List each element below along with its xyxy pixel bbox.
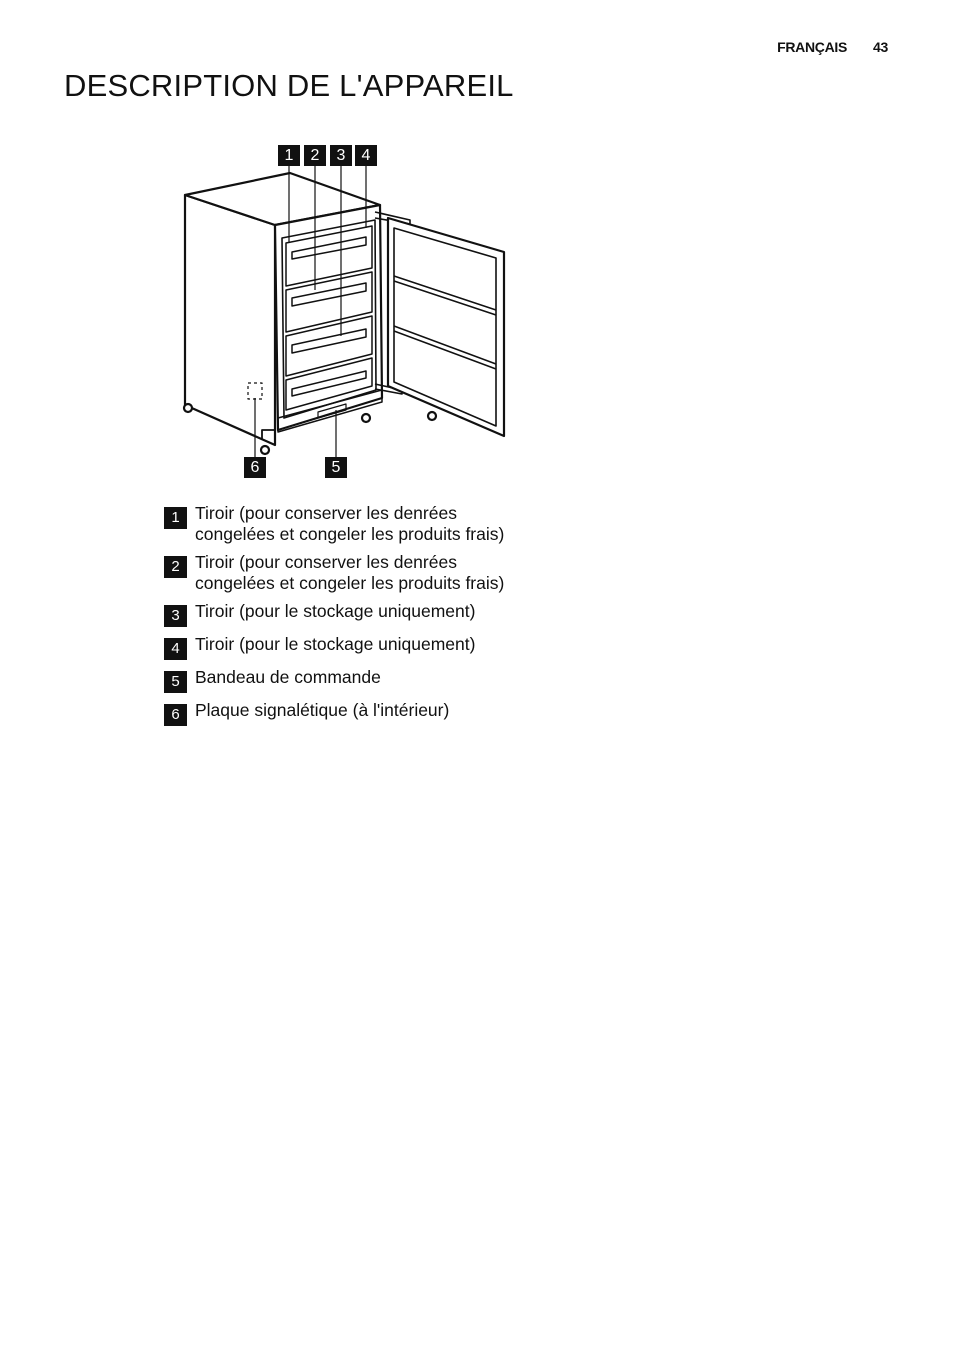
legend-item <box>164 700 524 726</box>
foot <box>184 404 192 412</box>
foot <box>261 446 269 454</box>
foot <box>428 412 436 420</box>
legend-item <box>164 667 524 693</box>
legend-list <box>164 503 524 733</box>
legend-item <box>164 503 524 545</box>
callout-3: 3 <box>330 145 352 166</box>
callout-5: 5 <box>325 457 347 478</box>
legend-text: Tiroir (pour le stockage uniquement) <box>195 601 476 621</box>
legend-number: 4 <box>164 638 187 660</box>
page-number: 43 <box>873 39 888 55</box>
legend-number: 5 <box>164 671 187 693</box>
legend-text: Tiroir (pour conserver les denrées congelées et congeler les produits frais) <box>195 503 505 544</box>
callout-1: 1 <box>278 145 300 166</box>
legend-item <box>164 601 524 627</box>
door-outer <box>388 218 504 436</box>
callout-6: 6 <box>244 457 266 478</box>
callout-2: 2 <box>304 145 326 166</box>
legend-number: 1 <box>164 507 187 529</box>
page-title: DESCRIPTION DE L'APPAREIL <box>64 68 514 103</box>
legend-item <box>164 634 524 660</box>
legend-text: Tiroir (pour le stockage uniquement) <box>195 634 476 654</box>
language-label: FRANÇAIS <box>777 39 848 55</box>
callout-4: 4 <box>355 145 377 166</box>
foot <box>362 414 370 422</box>
freezer-illustration <box>170 140 520 485</box>
legend-number: 2 <box>164 556 187 578</box>
appliance-diagram <box>170 140 520 485</box>
legend-item <box>164 552 524 594</box>
legend-text: Tiroir (pour conserver les denrées congelées et congeler les produits frais) <box>195 552 505 593</box>
cabinet-side <box>185 195 275 445</box>
legend-number: 3 <box>164 605 187 627</box>
legend-text: Bandeau de commande <box>195 667 381 687</box>
page-header <box>777 39 888 55</box>
legend-text: Plaque signalétique (à l'intérieur) <box>195 700 450 720</box>
legend-number: 6 <box>164 704 187 726</box>
